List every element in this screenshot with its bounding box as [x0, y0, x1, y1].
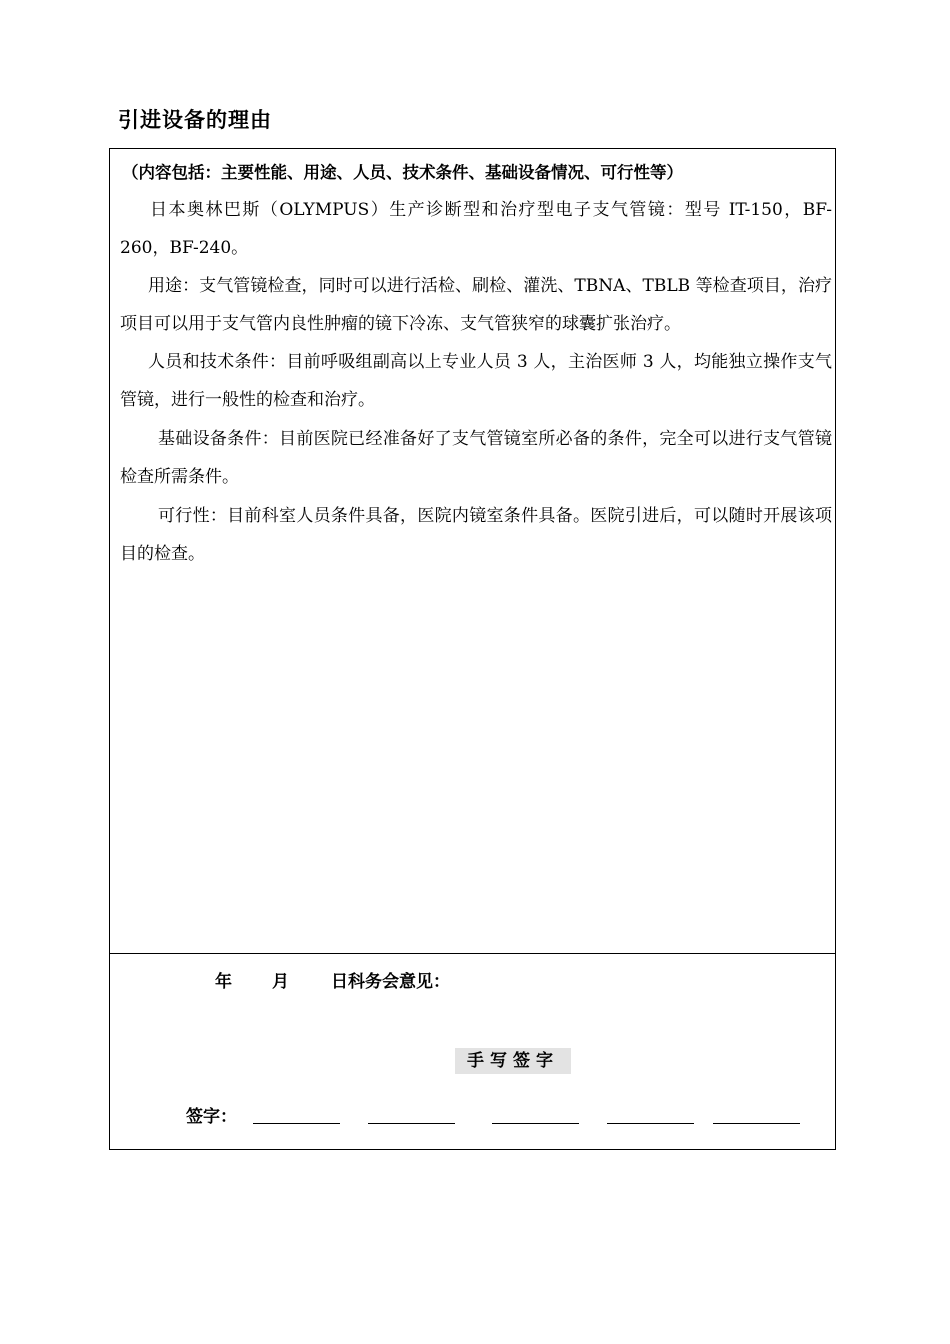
paragraph-equipment-model: 日本奥林巴斯（OLYMPUS）生产诊断型和治疗型电子支气管镜：型号 IT-150，BF-260，BF-240。: [120, 200, 832, 258]
signature-line-1[interactable]: [253, 1123, 340, 1124]
content-cell: [110, 149, 835, 954]
department-opinion-cell: [110, 954, 835, 1149]
signature-label: 签字：: [186, 1107, 237, 1127]
paragraph-personnel: 人员和技术条件：目前呼吸组副高以上专业人员 3 人，主治医师 3 人，均能独立操作支气管镜，进行一般性的检查和治疗。: [120, 352, 832, 410]
reason-form-table: [109, 148, 836, 1150]
section-heading: 引进设备的理由: [118, 108, 272, 132]
paragraph-feasibility: 可行性：目前科室人员条件具备，医院内镜室条件具备。医院引进后，可以随时开展该项目的检查。: [120, 506, 832, 564]
signature-line-5[interactable]: [713, 1123, 800, 1124]
date-year-label: 年: [215, 972, 232, 992]
date-day-opinion-label: 日科务会意见：: [331, 972, 450, 992]
handwritten-signature-field[interactable]: 手写签字: [455, 1048, 571, 1074]
signature-line-2[interactable]: [368, 1123, 455, 1124]
paragraph-usage: 用途：支气管镜检查，同时可以进行活检、刷检、灌洗、TBNA、TBLB 等检查项目，治疗项目可以用于支气管内良性肿瘤的镜下冷冻、支气管狭窄的球囊扩张治疗。: [120, 276, 832, 334]
paragraph-infrastructure: 基础设备条件：目前医院已经准备好了支气管镜室所必备的条件，完全可以进行支气管镜检查所需条件。: [120, 429, 832, 487]
signature-line-3[interactable]: [492, 1123, 579, 1124]
date-month-label: 月: [272, 972, 289, 992]
signature-line-4[interactable]: [607, 1123, 694, 1124]
content-scope-note: （内容包括：主要性能、用途、人员、技术条件、基础设备情况、可行性等）: [122, 163, 683, 182]
